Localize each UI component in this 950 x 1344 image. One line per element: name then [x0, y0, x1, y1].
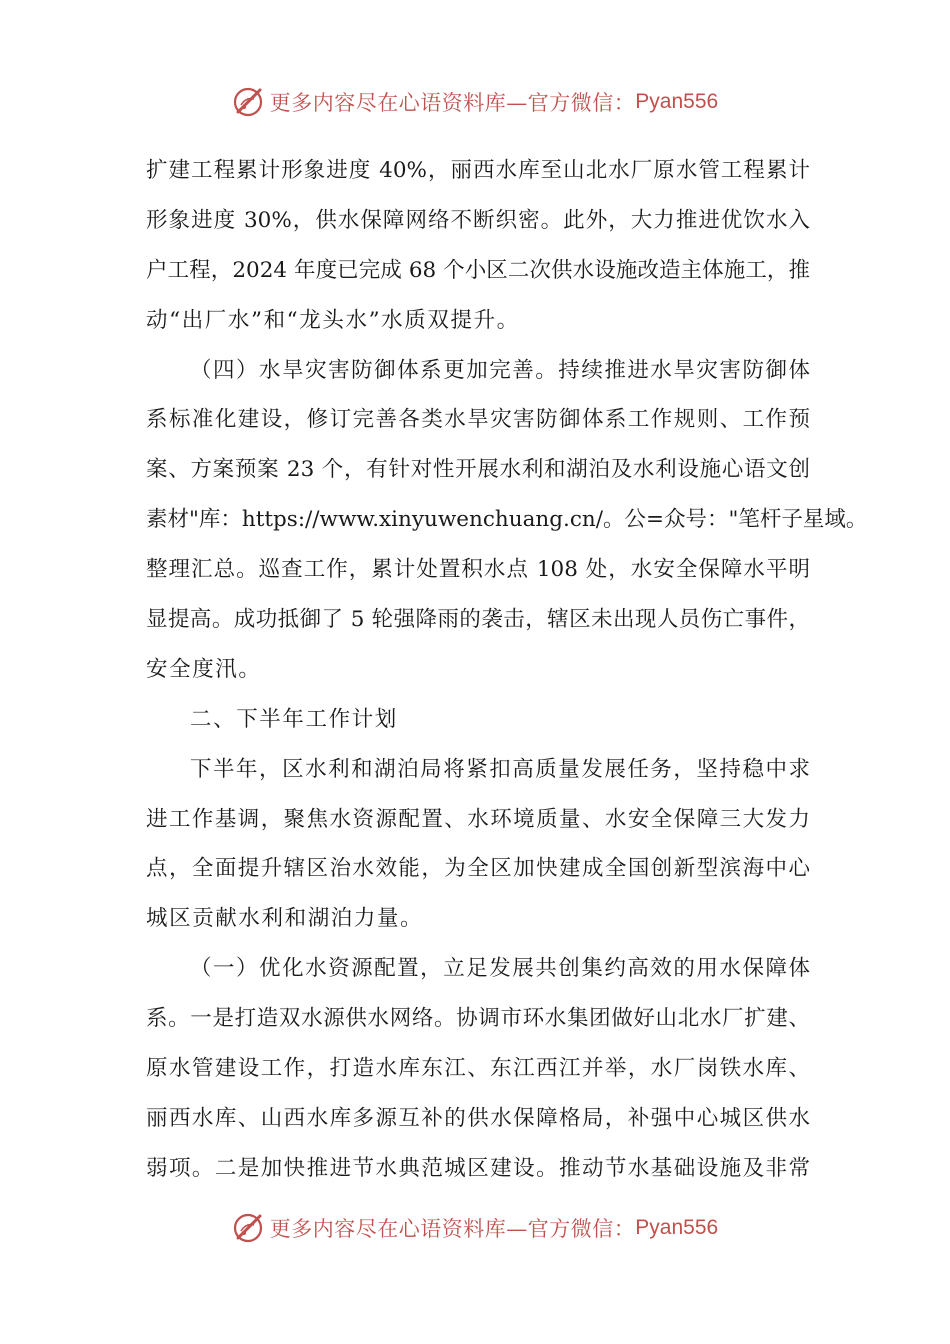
- text-line: 原水管建设工作，打造水库东江、东江西江并举，水厂岗铁水库、: [146, 1056, 810, 1082]
- text-line: 城区贡献水利和湖泊力量。: [146, 906, 424, 932]
- text-line: 进工作基调，聚焦水资源配置、水环境质量、水安全保障三大发力: [146, 806, 810, 832]
- text-line: 整理汇总。巡查工作，累计处置积水点 108 处，水安全保障水平明: [146, 557, 810, 583]
- text-line: 户工程，2024 年度已完成 68 个小区二次供水设施改造主体施工，推: [146, 257, 810, 283]
- text-line: 系。一是打造双水源供水网络。协调市环水集团做好山北水厂扩建、: [146, 1006, 810, 1032]
- footer-watermark-banner: [0, 1208, 950, 1248]
- text-line: 安全度汛。: [146, 656, 262, 682]
- text-line: （四）水旱灾害防御体系更加完善。持续推进水旱灾害防御体: [190, 357, 810, 383]
- watermark-text: 更多内容尽在心语资料库—官方微信：: [269, 91, 636, 115]
- text-line: 点，全面提升辖区治水效能，为全区加快建成全国创新型滨海中心: [146, 856, 810, 882]
- text-line: 丽西水库、山西水库多源互补的供水保障格局，补强中心城区供水: [146, 1105, 810, 1131]
- text-line: 扩建工程累计形象进度 40%，丽西水库至山北水厂原水管工程累计: [146, 158, 810, 183]
- text-line: 素材"库：https://www.xinyuwenchuang.cn/。公=众号："笔杆子星域。: [146, 507, 868, 533]
- watermark-text: 更多内容尽在心语资料库—官方微信：: [269, 1217, 636, 1241]
- watermark-wechat-id: Pyan556: [635, 1216, 719, 1239]
- text-line: 下半年，区水利和湖泊局将紧扣高质量发展任务，坚持稳中求: [190, 756, 810, 782]
- text-line: 显提高。成功抵御了 5 轮强降雨的袭击，辖区未出现人员伤亡事件，: [146, 607, 810, 633]
- header-watermark-banner: [0, 82, 950, 122]
- pen-logo-icon: [232, 85, 266, 119]
- watermark-wechat-id: Pyan556: [635, 90, 719, 113]
- text-line: 形象进度 30%，供水保障网络不断织密。此外，大力推进优饮水入: [146, 207, 810, 233]
- text-line: 动“出厂水”和“龙头水”水质双提升。: [146, 307, 520, 333]
- section-heading: 二、下半年工作计划: [190, 706, 398, 732]
- pen-logo-icon: [232, 1211, 266, 1245]
- text-line: 系标准化建设，修订完善各类水旱灾害防御体系工作规则、工作预: [146, 407, 810, 433]
- document-body: [146, 146, 868, 1194]
- text-line: 案、方案预案 23 个，有针对性开展水利和湖泊及水利设施心语文创: [146, 457, 810, 483]
- text-line: （一）优化水资源配置，立足发展共创集约高效的用水保障体: [190, 956, 810, 982]
- text-line: 弱项。二是加快推进节水典范城区建设。推动节水基础设施及非常: [146, 1155, 810, 1181]
